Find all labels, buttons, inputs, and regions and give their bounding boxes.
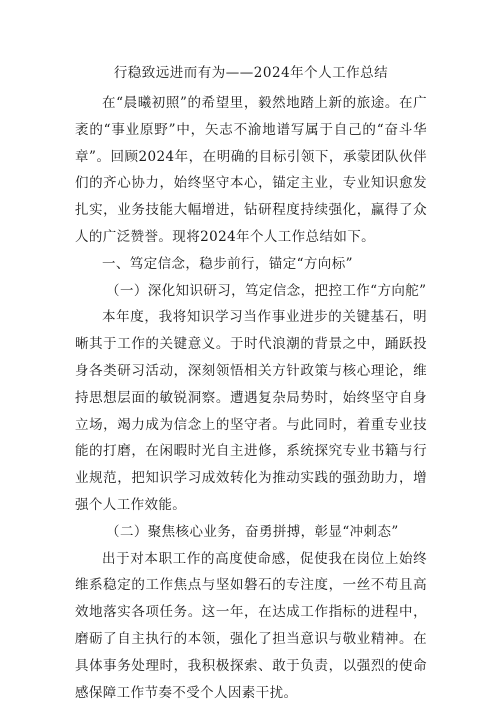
document-title: 行稳致远进而有为——2024年个人工作总结 [113, 65, 389, 81]
subsection-2-paragraph: 出于对本职工作的高度使命感，促使我在岗位上始终维系稳定的工作焦点与坚如磐石的专注度，一丝不苟且高效地落实各项任务。这一年，在达成工作指标的进程中，磨砺了自主执行的本领，强化了担当意识与敬业精神。在具体事务处理时，我积极探索、敢于负责，以强烈的使命感保障工作节奏不受个人因素干扰。 [75, 550, 427, 701]
subsection-1-paragraph: 本年度，我将知识学习当作事业进步的关键基石，明晰其于工作的关键意义。于时代浪潮的背景之中，踊跃投身各类研习活动，深刻领悟相关方针政策与核心理论，维持思想层面的敏锐洞察。遭遇复杂局势时，始终坚守自身立场，竭力成为信念上的坚守者。与此同时，着重专业技能的打磨，在闲暇时光自主进修，系统探究专业书籍与行业规范，把知识学习成效转化为推动实践的强劲助力，增强个人工作效能。 [75, 309, 427, 513]
intro-paragraph: 在“晨曦初照”的希望里，毅然地踏上新的旅途。在广袤的“事业原野”中，矢志不渝地谱写属于自己的“奋斗华章”。回顾2024年，在明确的目标引领下，承蒙团队伙伴们的齐心协力，始终坚守本心，锚定主业，专业知识愈发扎实，业务技能大幅增进，钻研程度持续强化，赢得了众人的广泛赞誉。现将2024年个人工作总结如下。 [75, 95, 427, 245]
subsection-heading-2: （二）聚焦核心业务，奋勇拼搏，彰显“冲刺态” [106, 523, 399, 540]
document-body [75, 62, 427, 706]
section-heading-1: 一、笃定信念，稳步前行，锚定“方向标” [102, 255, 353, 272]
subsection-heading-1: （一）深化知识研习，笃定信念，把控工作“方向舵” [106, 282, 427, 299]
